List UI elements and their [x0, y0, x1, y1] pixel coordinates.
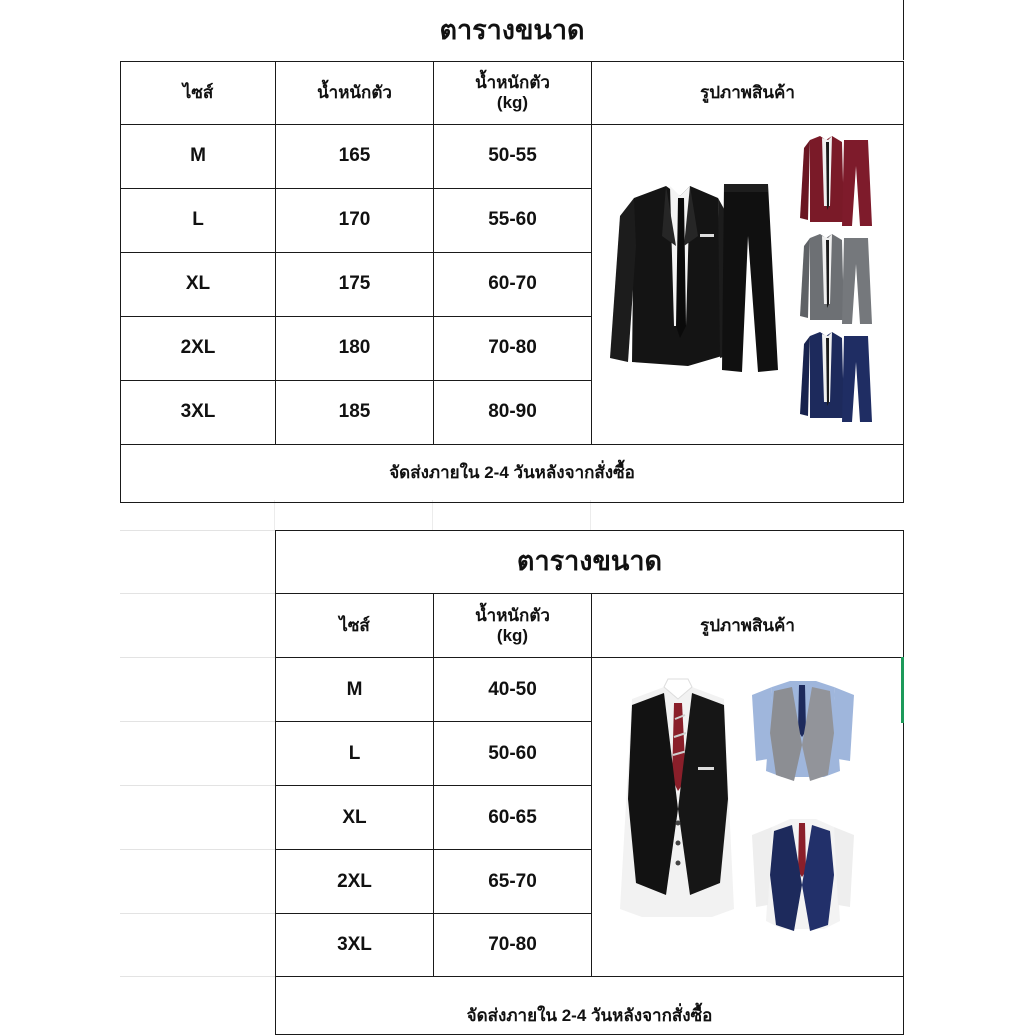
height-cell: 170	[276, 188, 434, 252]
height-cell: 165	[276, 124, 434, 188]
suit-product-image	[592, 126, 902, 442]
size-table-vest	[275, 530, 904, 1035]
burgundy-suit-icon	[800, 136, 872, 226]
product-image-cell	[592, 658, 904, 977]
size-cell: 2XL	[121, 316, 276, 380]
size-cell: M	[121, 124, 276, 188]
sheet-gridline	[120, 721, 275, 722]
sheet-gridline	[120, 593, 275, 594]
sheet-gridline	[120, 976, 275, 977]
height-cell: 175	[276, 252, 434, 316]
weight-cell: 60-70	[434, 252, 592, 316]
header-image: รูปภาพสินค้า	[592, 61, 904, 124]
header-weight-label: น้ำหนักตัว	[475, 72, 550, 92]
header-weight	[434, 61, 592, 124]
delivery-note: จัดส่งภายใน 2-4 วันหลังจากสั่งซื้อ	[121, 444, 904, 502]
weight-cell: 40-50	[434, 658, 592, 722]
product-image-cell	[592, 124, 904, 444]
table-title: ตารางขนาด	[121, 0, 904, 61]
gray-suit-icon	[800, 234, 872, 324]
sheet-gridline	[120, 785, 275, 786]
sheet-gridline	[120, 530, 275, 531]
header-weight-unit: (kg)	[496, 92, 529, 112]
weight-cell: 50-60	[434, 722, 592, 786]
sheet-gridline	[432, 500, 433, 530]
header-size: ไซส์	[121, 61, 276, 124]
height-cell: 185	[276, 380, 434, 444]
header-image: รูปภาพสินค้า	[592, 594, 904, 658]
size-cell: XL	[121, 252, 276, 316]
size-table-suit	[120, 0, 904, 503]
header-weight-label: น้ำหนักตัว	[475, 605, 550, 625]
weight-cell: 50-55	[434, 124, 592, 188]
weight-cell: 65-70	[434, 850, 592, 914]
size-cell: L	[121, 188, 276, 252]
size-cell: L	[276, 722, 434, 786]
navy-vest-icon	[752, 819, 854, 931]
cell-selection-marker	[901, 657, 904, 723]
gray-vest-icon	[752, 681, 854, 781]
black-vest-icon	[620, 679, 734, 917]
size-cell: 3XL	[121, 380, 276, 444]
header-weight-unit: (kg)	[496, 625, 529, 645]
weight-cell: 80-90	[434, 380, 592, 444]
header-height: น้ำหนักตัว	[276, 61, 434, 124]
navy-suit-icon	[800, 332, 872, 422]
weight-cell: 55-60	[434, 188, 592, 252]
sheet-gridline	[274, 500, 275, 530]
header-weight	[434, 594, 592, 658]
delivery-note: จัดส่งภายใน 2-4 วันหลังจากสั่งซื้อ	[276, 977, 904, 1035]
size-cell: 3XL	[276, 914, 434, 977]
black-suit-icon	[610, 184, 778, 372]
weight-cell: 70-80	[434, 316, 592, 380]
header-size: ไซส์	[276, 594, 434, 658]
sheet-gridline	[590, 500, 591, 530]
weight-cell: 60-65	[434, 786, 592, 850]
sheet-gridline	[120, 849, 275, 850]
vest-product-image	[592, 659, 902, 975]
size-cell: 2XL	[276, 850, 434, 914]
height-cell: 180	[276, 316, 434, 380]
sheet-gridline	[120, 913, 275, 914]
sheet-gridline	[120, 657, 275, 658]
size-cell: M	[276, 658, 434, 722]
table-title: ตารางขนาด	[276, 531, 904, 594]
weight-cell: 70-80	[434, 914, 592, 977]
size-cell: XL	[276, 786, 434, 850]
